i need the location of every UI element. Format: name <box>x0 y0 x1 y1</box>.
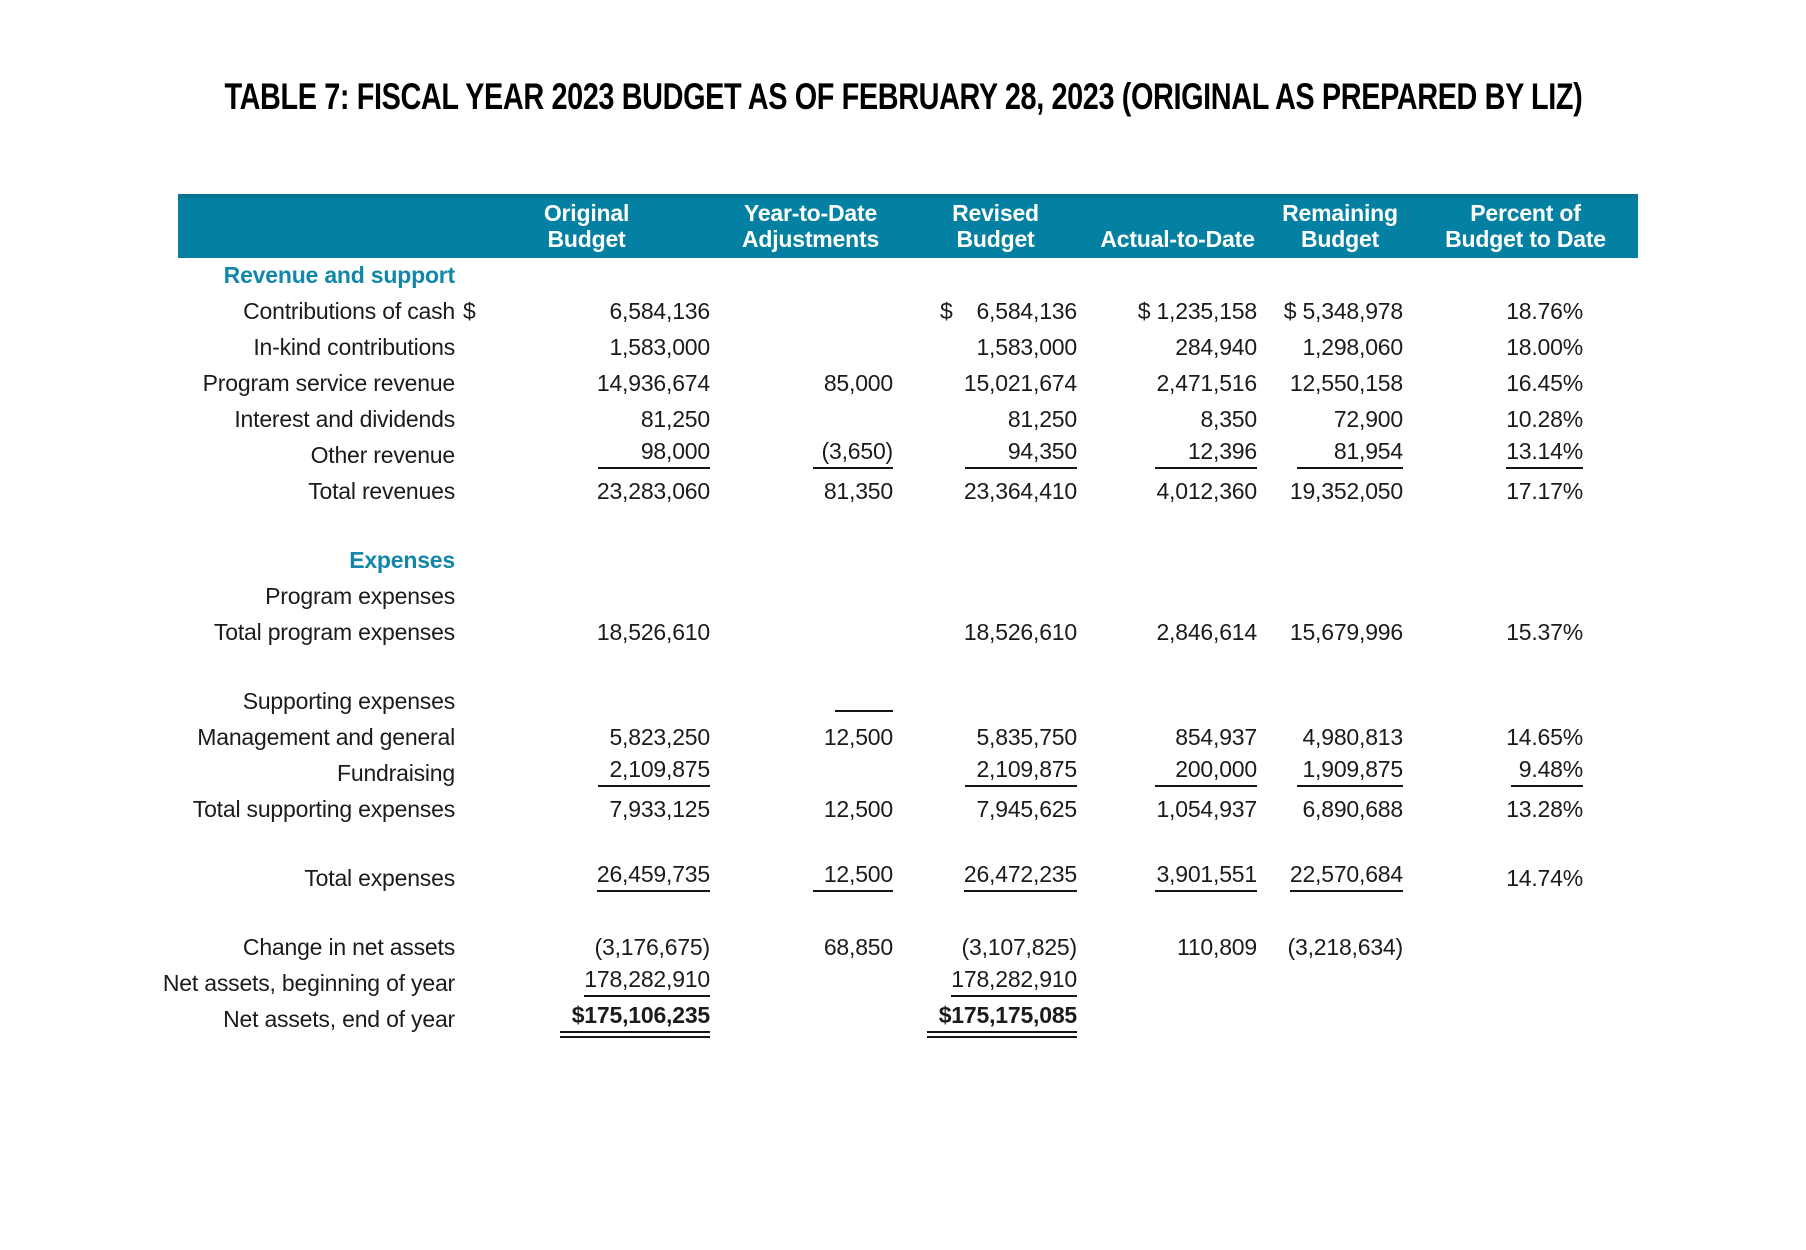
cell-remaining <box>1267 1033 1413 1038</box>
table-row <box>178 792 1638 828</box>
value: $ 5,348,978 <box>1283 298 1403 324</box>
column-header-remaining <box>1267 198 1413 258</box>
cell-adjustments <box>718 438 903 474</box>
cell-adjustments <box>718 646 903 651</box>
cell-percent <box>1413 865 1638 897</box>
value: 14.74% <box>1506 865 1583 891</box>
table-row <box>178 897 1638 930</box>
cell-actual <box>1088 438 1267 474</box>
cell-revised <box>903 756 1088 792</box>
row-label-cell <box>178 298 455 330</box>
value: 13.14% <box>1506 438 1583 469</box>
value: 6,584,136 <box>976 298 1077 324</box>
cell-percent <box>1413 610 1638 615</box>
cell-adjustments <box>718 1033 903 1038</box>
cell-percent <box>1413 478 1638 510</box>
value: 68,850 <box>823 934 893 960</box>
cell-actual <box>1088 861 1267 897</box>
cell-revised <box>903 370 1088 402</box>
value: $ 1,235,158 <box>1137 298 1257 324</box>
cell-remaining <box>1267 934 1413 966</box>
column-header-line-2: Budget <box>1300 226 1379 252</box>
column-header-adjustments <box>718 198 903 258</box>
value: 98,000 <box>598 438 710 469</box>
value: 3,901,551 <box>1155 861 1257 892</box>
row-label: Revenue and support <box>223 262 455 288</box>
column-header-percent <box>1413 198 1638 258</box>
cell-adjustments <box>718 934 903 966</box>
cell-actual <box>1088 796 1267 828</box>
value: 2,846,614 <box>1156 619 1257 645</box>
cell-adjustments <box>718 861 903 897</box>
cell-remaining <box>1267 478 1413 510</box>
budget-table <box>162 194 1638 1038</box>
row-label-cell <box>178 478 455 510</box>
table-row <box>162 966 1638 1002</box>
value: 200,000 <box>1155 756 1257 787</box>
row-label-cell <box>178 619 455 651</box>
cell-revised <box>903 966 1088 1002</box>
row-label-cell <box>178 547 455 579</box>
value: 2,109,875 <box>598 756 710 787</box>
cell-original <box>455 861 718 897</box>
row-label-cell <box>178 370 455 402</box>
cell-original <box>455 478 718 510</box>
row-label: Other revenue <box>310 442 455 468</box>
cell-remaining <box>1267 997 1413 1002</box>
value: 9.48% <box>1511 756 1583 787</box>
row-label-cell <box>178 925 455 930</box>
cell-remaining <box>1267 715 1413 720</box>
value: 4,012,360 <box>1156 478 1257 504</box>
value: 1,583,000 <box>976 334 1077 360</box>
value: 4,980,813 <box>1302 724 1403 750</box>
row-label-cell <box>162 970 455 1002</box>
cell-adjustments <box>718 787 903 792</box>
value: 1,583,000 <box>609 334 710 360</box>
value: 2,109,875 <box>965 756 1077 787</box>
cell-actual <box>1088 756 1267 792</box>
row-label-cell <box>178 262 455 294</box>
cell-actual <box>1088 406 1267 438</box>
cell-percent <box>1413 619 1638 651</box>
column-header-line-2: Adjustments <box>741 226 880 252</box>
cell-original <box>455 334 718 366</box>
cell-revised <box>903 1002 1088 1038</box>
value: 2,471,516 <box>1156 370 1257 396</box>
row-label-cell <box>178 865 455 897</box>
row-label-cell <box>178 760 455 792</box>
column-header-line-1: Remaining <box>1282 200 1398 226</box>
value: 6,890,688 <box>1302 796 1403 822</box>
cell-adjustments <box>718 361 903 366</box>
cell-percent <box>1413 796 1638 828</box>
cell-actual <box>1088 478 1267 510</box>
cell-actual <box>1088 724 1267 756</box>
table-row <box>178 366 1638 402</box>
cell-original <box>455 438 718 474</box>
row-label-cell <box>178 796 455 828</box>
cell-revised <box>903 298 1088 330</box>
value: 14.65% <box>1506 724 1583 750</box>
row-label-cell <box>178 1006 455 1038</box>
value: 23,283,060 <box>596 478 710 504</box>
row-label: Expenses <box>349 547 455 573</box>
cell-adjustments <box>718 610 903 615</box>
cell-original <box>455 1002 718 1038</box>
value: 8,350 <box>1200 406 1257 432</box>
column-header-line-2: Budget <box>956 226 1035 252</box>
cell-adjustments <box>718 796 903 828</box>
value: 23,364,410 <box>963 478 1077 504</box>
cell-percent <box>1413 370 1638 402</box>
table-row <box>178 684 1638 720</box>
cell-remaining <box>1267 619 1413 651</box>
table-row <box>178 615 1638 651</box>
cell-actual <box>1088 298 1267 330</box>
cell-actual <box>1088 1033 1267 1038</box>
row-label: Fundraising <box>337 760 455 786</box>
cell-percent <box>1413 961 1638 966</box>
value: 12,500 <box>813 861 893 892</box>
cell-revised <box>903 934 1088 966</box>
value: 7,933,125 <box>609 796 710 822</box>
value: 72,900 <box>1333 406 1403 432</box>
value: 14,936,674 <box>596 370 710 396</box>
value: 178,282,910 <box>584 966 710 997</box>
column-header-line-1: Year-to-Date <box>743 200 878 226</box>
row-label: Management and general <box>197 724 455 750</box>
cell-original <box>455 966 718 1002</box>
cell-remaining <box>1267 438 1413 474</box>
column-header-revised <box>903 198 1088 258</box>
cell-adjustments <box>718 997 903 1002</box>
cell-percent <box>1413 756 1638 792</box>
row-label-cell <box>178 856 455 861</box>
value: 26,459,735 <box>597 861 710 892</box>
column-header-line-1: Original <box>543 200 630 226</box>
cell-actual <box>1088 715 1267 720</box>
value: 81,250 <box>1007 406 1077 432</box>
row-label: In-kind contributions <box>253 334 455 360</box>
row-label-cell <box>178 724 455 756</box>
table-row <box>178 402 1638 438</box>
row-label: Total supporting expenses <box>192 796 455 822</box>
table-title: TABLE 7: FISCAL YEAR 2023 BUDGET AS OF FEBRUARY 28, 2023 (ORIGINAL AS PREPARED BY LIZ) <box>224 76 1582 117</box>
row-label: Program expenses <box>265 583 455 609</box>
column-header-original <box>455 198 718 258</box>
cell-actual <box>1088 610 1267 615</box>
cell-revised <box>903 796 1088 828</box>
row-label-cell <box>178 934 455 966</box>
table-row <box>178 330 1638 366</box>
value: 5,835,750 <box>976 724 1077 750</box>
value: 15.37% <box>1506 619 1583 645</box>
row-label-cell <box>178 334 455 366</box>
cell-adjustments <box>718 325 903 330</box>
value: (3,176,675) <box>594 934 710 960</box>
value: 5,823,250 <box>609 724 710 750</box>
column-header-line-2: Budget to Date <box>1445 226 1606 252</box>
cell-original <box>455 298 718 330</box>
table-row <box>178 651 1638 684</box>
cell-revised <box>903 724 1088 756</box>
value: 94,350 <box>965 438 1077 469</box>
cell-revised <box>903 619 1088 651</box>
value: 6,584,136 <box>609 298 710 324</box>
column-header-line-1: Revised <box>952 200 1039 226</box>
column-header-label <box>178 198 455 258</box>
value: 18,526,610 <box>963 619 1077 645</box>
row-label-cell <box>178 679 455 684</box>
cell-actual <box>1088 370 1267 402</box>
cell-original <box>455 756 718 792</box>
table-body <box>162 258 1638 1038</box>
value: (3,650) <box>813 438 893 469</box>
cell-remaining <box>1267 298 1413 330</box>
row-label: Total revenues <box>308 478 455 504</box>
value: 15,679,996 <box>1289 619 1403 645</box>
cell-percent <box>1413 298 1638 330</box>
value: 81,954 <box>1297 438 1403 469</box>
row-label: Net assets, beginning of year <box>162 970 455 996</box>
value: 22,570,684 <box>1290 861 1403 892</box>
column-header-line-1: Percent of <box>1470 200 1581 226</box>
value: 12,396 <box>1155 438 1257 469</box>
value <box>835 708 893 712</box>
cell-adjustments <box>718 478 903 510</box>
value: 15,021,674 <box>963 370 1077 396</box>
cell-revised <box>903 438 1088 474</box>
value: $175,175,085 <box>927 1002 1077 1033</box>
table-row <box>178 828 1638 861</box>
table-row <box>178 474 1638 510</box>
row-label-cell <box>178 442 455 474</box>
value: 110,809 <box>1176 934 1257 960</box>
value: 18,526,610 <box>596 619 710 645</box>
cell-remaining <box>1267 796 1413 828</box>
row-label: Change in net assets <box>242 934 455 960</box>
row-label: Contributions of cash <box>243 298 455 324</box>
table-header-row <box>178 194 1638 258</box>
table-row <box>178 756 1638 792</box>
value: 12,550,158 <box>1289 370 1403 396</box>
cell-revised <box>903 334 1088 366</box>
value: 18.76% <box>1506 298 1583 324</box>
cell-original <box>455 406 718 438</box>
cell-revised <box>903 610 1088 615</box>
column-header-actual <box>1088 198 1267 258</box>
cell-remaining <box>1267 861 1413 897</box>
cell-percent <box>1413 334 1638 366</box>
table-row <box>178 438 1638 474</box>
cell-remaining <box>1267 370 1413 402</box>
value: 16.45% <box>1506 370 1583 396</box>
row-label: Supporting expenses <box>242 688 455 714</box>
cell-original <box>455 610 718 615</box>
value: 18.00% <box>1506 334 1583 360</box>
cell-original <box>455 619 718 651</box>
cell-actual <box>1088 619 1267 651</box>
value: 1,054,937 <box>1156 796 1257 822</box>
value: $175,106,235 <box>560 1002 710 1033</box>
value: 13.28% <box>1506 796 1583 822</box>
value: 284,940 <box>1175 334 1257 360</box>
cell-remaining <box>1267 610 1413 615</box>
cell-original <box>455 796 718 828</box>
value: 85,000 <box>823 370 893 396</box>
cell-original <box>455 934 718 966</box>
dollar-sign: $ <box>940 298 953 324</box>
cell-percent <box>1413 406 1638 438</box>
row-label-cell <box>178 688 455 720</box>
table-row <box>178 861 1638 897</box>
cell-actual <box>1088 934 1267 966</box>
value: 17.17% <box>1506 478 1583 504</box>
dollar-sign: $ <box>463 298 476 324</box>
table-row <box>178 258 1638 294</box>
cell-remaining <box>1267 756 1413 792</box>
cell-revised <box>903 715 1088 720</box>
value: 10.28% <box>1506 406 1583 432</box>
table-row <box>178 294 1638 330</box>
table-row <box>178 720 1638 756</box>
cell-adjustments <box>718 708 903 720</box>
cell-actual <box>1088 997 1267 1002</box>
cell-revised <box>903 478 1088 510</box>
value: 854,937 <box>1175 724 1257 750</box>
cell-percent <box>1413 438 1638 474</box>
table-row <box>178 579 1638 615</box>
row-label-cell <box>178 538 455 543</box>
table-row <box>178 510 1638 543</box>
row-label-cell <box>178 583 455 615</box>
value: (3,107,825) <box>961 934 1077 960</box>
value: 81,250 <box>640 406 710 432</box>
value: 19,352,050 <box>1289 478 1403 504</box>
cell-remaining <box>1267 334 1413 366</box>
value: 1,909,875 <box>1297 756 1403 787</box>
cell-original <box>455 715 718 720</box>
value: 178,282,910 <box>951 966 1077 997</box>
cell-percent <box>1413 997 1638 1002</box>
cell-original <box>455 370 718 402</box>
row-label: Interest and dividends <box>234 406 455 432</box>
value: 12,500 <box>823 724 893 750</box>
cell-actual <box>1088 334 1267 366</box>
cell-original <box>455 724 718 756</box>
cell-revised <box>903 406 1088 438</box>
row-label: Net assets, end of year <box>223 1006 455 1032</box>
title-wrap <box>0 0 1806 118</box>
value: 81,350 <box>823 478 893 504</box>
cell-remaining <box>1267 406 1413 438</box>
cell-percent <box>1413 715 1638 720</box>
value: 12,500 <box>823 796 893 822</box>
row-label: Total expenses <box>304 865 455 891</box>
column-header-line-2: Actual-to-Date <box>1100 226 1255 252</box>
cell-percent <box>1413 1033 1638 1038</box>
row-label: Total program expenses <box>213 619 455 645</box>
row-label: Program service revenue <box>202 370 455 396</box>
table-row <box>178 543 1638 579</box>
cell-percent <box>1413 724 1638 756</box>
cell-remaining <box>1267 724 1413 756</box>
cell-adjustments <box>718 724 903 756</box>
value: 7,945,625 <box>976 796 1077 822</box>
table-row <box>178 1002 1638 1038</box>
value: 26,472,235 <box>964 861 1077 892</box>
table-row <box>178 930 1638 966</box>
value: (3,218,634) <box>1287 934 1403 960</box>
value: 1,298,060 <box>1302 334 1403 360</box>
column-header-line-2: Budget <box>547 226 626 252</box>
cell-adjustments <box>718 370 903 402</box>
cell-revised <box>903 861 1088 897</box>
row-label-cell <box>178 406 455 438</box>
